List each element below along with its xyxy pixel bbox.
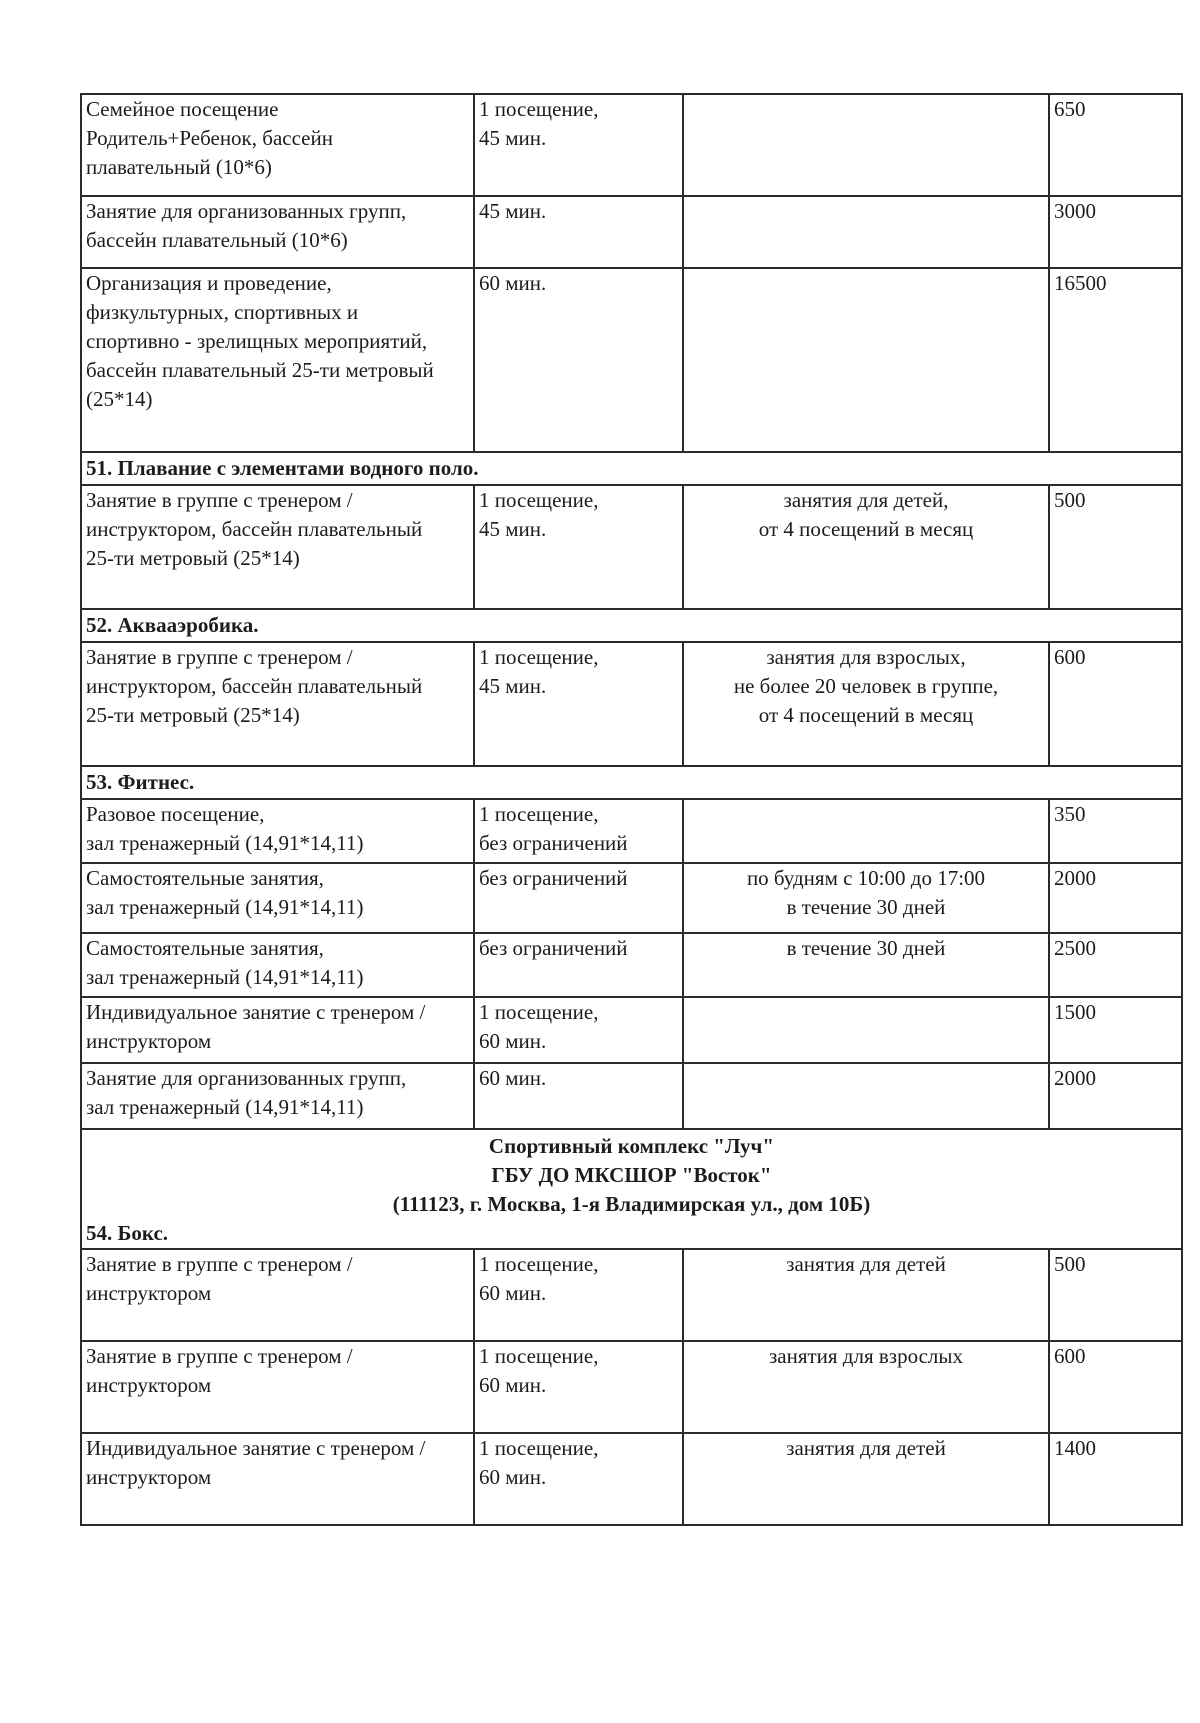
unit-line: 1 посещение, [479,97,599,121]
price-cell: 2000 [1049,1063,1182,1129]
service-cell [81,1063,474,1129]
note-cell [683,1249,1049,1341]
table-row [81,485,1182,609]
section-row [81,452,1182,485]
unit-line: 45 мин. [479,199,547,223]
section-row [81,1219,1182,1249]
service-cell [81,863,474,933]
unit-cell [474,94,683,196]
unit-line: 60 мин. [479,1373,547,1397]
unit-cell [474,196,683,268]
service-name-line: Индивидуальное занятие с тренером / [86,1000,426,1024]
unit-line: 1 посещение, [479,802,599,826]
service-name-line: инструктором [86,1465,212,1489]
unit-line: 60 мин. [479,1029,547,1053]
unit-line: 60 мин. [479,1281,547,1305]
service-name-line: Семейное посещение [86,97,279,121]
unit-line: без ограничений [479,831,628,855]
note-cell [683,268,1049,452]
note-line: занятия для взрослых, [766,645,966,669]
price-cell: 600 [1049,642,1182,766]
price-cell: 2500 [1049,933,1182,997]
service-name-line: плавательный (10*6) [86,155,272,179]
service-cell [81,642,474,766]
price-cell: 500 [1049,1249,1182,1341]
price-cell: 16500 [1049,268,1182,452]
unit-line: 60 мин. [479,1465,547,1489]
price-cell: 650 [1049,94,1182,196]
section-title: 53. Фитнес. [81,766,1182,799]
venue-header-row [81,1129,1182,1219]
price-cell: 500 [1049,485,1182,609]
note-cell [683,1433,1049,1525]
venue-title [81,1129,1182,1219]
unit-line: 1 посещение, [479,1436,599,1460]
table-row [81,1249,1182,1341]
price-cell: 350 [1049,799,1182,863]
service-name-line: инструктором, бассейн плавательный [86,674,423,698]
note-line: по будням с 10:00 до 17:00 [746,866,986,890]
table-row [81,933,1182,997]
note-cell [683,642,1049,766]
service-cell [81,1341,474,1433]
unit-line: 45 мин. [479,517,547,541]
service-name-line: зал тренажерный (14,91*14,11) [86,831,364,855]
service-name-line: Самостоятельные занятия, [86,866,324,890]
service-name-line: Индивидуальное занятие с тренером / [86,1436,426,1460]
note-cell [683,863,1049,933]
note-line: от 4 посещений в месяц [758,703,974,727]
price-cell: 1400 [1049,1433,1182,1525]
service-name-line: Организация и проведение, [86,271,332,295]
table-row [81,1433,1182,1525]
service-name-line: бассейн плавательный (10*6) [86,228,348,252]
service-name-line: зал тренажерный (14,91*14,11) [86,965,364,989]
service-name-line: 25-ти метровый (25*14) [86,703,300,727]
table-row [81,196,1182,268]
price-cell: 2000 [1049,863,1182,933]
service-name-line: бассейн плавательный 25-ти метровый [86,358,434,382]
service-name-line: Самостоятельные занятия, [86,936,324,960]
price-cell: 3000 [1049,196,1182,268]
unit-cell [474,863,683,933]
table-row [81,642,1182,766]
table-row [81,863,1182,933]
note-line: занятия для детей, [783,488,949,512]
unit-cell [474,1063,683,1129]
service-name-line: зал тренажерный (14,91*14,11) [86,1095,364,1119]
service-name-line: Разовое посещение, [86,802,265,826]
unit-line: 1 посещение, [479,1344,599,1368]
service-cell [81,997,474,1063]
unit-line: 60 мин. [479,271,547,295]
unit-line: 45 мин. [479,126,547,150]
venue-title-line: ГБУ ДО МКСШОР "Восток" [491,1163,772,1187]
service-cell [81,933,474,997]
service-name-line: Занятие в группе с тренером / [86,1252,353,1276]
note-cell [683,1341,1049,1433]
table-row [81,997,1182,1063]
service-cell [81,196,474,268]
service-cell [81,485,474,609]
service-name-line: спортивно - зрелищных мероприятий, [86,329,428,353]
service-name-line: инструктором [86,1029,212,1053]
table-row [81,1063,1182,1129]
unit-line: 1 посещение, [479,1252,599,1276]
note-line: не более 20 человек в группе, [733,674,999,698]
unit-line: 1 посещение, [479,645,599,669]
unit-line: 45 мин. [479,674,547,698]
unit-cell [474,485,683,609]
unit-cell [474,1433,683,1525]
unit-line: без ограничений [479,936,628,960]
venue-title-line: Спортивный комплекс "Луч" [488,1134,775,1158]
service-cell [81,268,474,452]
unit-line: 60 мин. [479,1066,547,1090]
service-name-line: инструктором [86,1373,212,1397]
service-cell [81,799,474,863]
note-cell [683,485,1049,609]
price-list-page [80,93,1183,1526]
service-cell [81,1249,474,1341]
service-name-line: Занятие в группе с тренером / [86,645,353,669]
note-cell [683,799,1049,863]
note-cell [683,997,1049,1063]
price-cell: 600 [1049,1341,1182,1433]
service-name-line: Занятие в группе с тренером / [86,1344,353,1368]
service-cell [81,1433,474,1525]
price-table [80,93,1183,1526]
service-name-line: 25-ти метровый (25*14) [86,546,300,570]
service-name-line: Занятие для организованных групп, [86,1066,407,1090]
note-line: занятия для взрослых [768,1344,964,1368]
unit-cell [474,933,683,997]
section-title: 54. Бокс. [81,1219,1182,1249]
note-line: в течение 30 дней [786,895,946,919]
venue-title-line: (111123, г. Москва, 1-я Владимирская ул., дом 10Б) [392,1192,871,1216]
section-row [81,609,1182,642]
price-table-body [81,94,1182,1525]
service-name-line: Занятие для организованных групп, [86,199,407,223]
service-name-line: Родитель+Ребенок, бассейн [86,126,333,150]
unit-cell [474,1341,683,1433]
note-line: занятия для детей [786,1436,946,1460]
table-row [81,268,1182,452]
unit-line: 1 посещение, [479,488,599,512]
unit-cell [474,799,683,863]
service-name-line: физкультурных, спортивных и [86,300,359,324]
note-cell [683,94,1049,196]
note-line: в течение 30 дней [786,936,946,960]
note-line: занятия для детей [786,1252,946,1276]
unit-cell [474,997,683,1063]
price-cell: 1500 [1049,997,1182,1063]
note-cell [683,1063,1049,1129]
note-cell [683,933,1049,997]
unit-cell [474,268,683,452]
section-title: 51. Плавание с элементами водного поло. [81,452,1182,485]
service-name-line: инструктором, бассейн плавательный [86,517,423,541]
unit-cell [474,1249,683,1341]
service-name-line: инструктором [86,1281,212,1305]
unit-line: без ограничений [479,866,628,890]
service-name-line: Занятие в группе с тренером / [86,488,353,512]
note-line: от 4 посещений в месяц [758,517,974,541]
note-cell [683,196,1049,268]
service-cell [81,94,474,196]
service-name-line: (25*14) [86,387,153,411]
section-row [81,766,1182,799]
section-title: 52. Аквааэробика. [81,609,1182,642]
unit-line: 1 посещение, [479,1000,599,1024]
table-row [81,799,1182,863]
table-row [81,94,1182,196]
table-row [81,1341,1182,1433]
service-name-line: зал тренажерный (14,91*14,11) [86,895,364,919]
unit-cell [474,642,683,766]
